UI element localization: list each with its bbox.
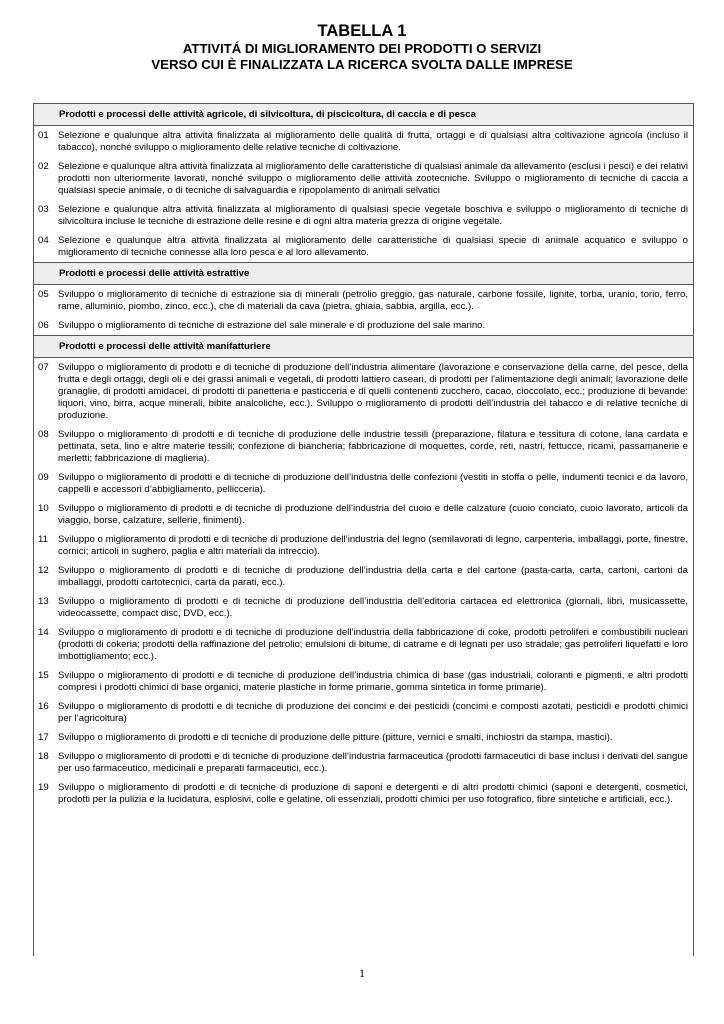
document-header (0, 22, 724, 73)
table-row (34, 468, 693, 499)
table-row (34, 231, 693, 262)
row-number: 06 (38, 320, 49, 331)
section-heading-extractive: Prodotti e processi delle attività estrattive (34, 262, 693, 285)
row-number: 17 (38, 732, 49, 743)
table-row (34, 499, 693, 530)
row-text: Sviluppo o miglioramento di prodotti e di tecniche di produzione dell’industria chimica di base (gas industriali, coloranti e pigmenti, e altri prodotti compresi i prodotti chimici di base organici, materie plastiche in forme primarie, gomma sintetica in forme primarie). (58, 670, 688, 693)
section-heading-manufacturing: Prodotti e processi delle attività manifatturiere (34, 335, 693, 358)
page-subtitle-line1: ATTIVITÁ DI MIGLIORAMENTO DEI PRODOTTI O SERVIZI (182, 41, 542, 56)
row-number: 07 (38, 362, 49, 373)
row-number: 05 (38, 289, 49, 300)
row-text: Sviluppo o miglioramento di prodotti e di tecniche di produzione dell’industria della carta e del cartone (pasta-carta, carta, cartoni, cartoni da imballaggi, prodotti cartotecnici, carta da parati, ecc.). (58, 565, 688, 588)
table-row (34, 200, 693, 231)
row-text: Sviluppo o miglioramento di tecniche di estrazione sia di minerali (petrolio greggio, gas naturale, carbone fossile, lignite, torba, uranio, torio, ferro, rame, alluminio, piombo, zinco, ecc.), che di materiali da cava (pietra, ghiaia, sabbia, argilla, ecc.). (58, 289, 688, 312)
row-text: Sviluppo o miglioramento di prodotti e di tecniche di produzione dell’industria delle confezioni (vestiti in stoffa o pelle, indumenti tecnici e da lavoro, cappelli e accessori d’abbigliamento, pellicceria). (58, 472, 688, 495)
row-number: 16 (38, 701, 49, 712)
row-number: 02 (38, 161, 49, 172)
table-row (34, 728, 693, 747)
row-number: 14 (38, 627, 49, 638)
table-row (34, 425, 693, 468)
activities-table (33, 103, 694, 956)
row-text: Sviluppo o miglioramento di prodotti e di tecniche di produzione di saponi e detergenti e di altri prodotti chimici (saponi e detergenti, cosmetici, prodotti per la pulizia e la lucidatura, esplosivi, colle e gelatine, oli essenziali, prodotti chimici per uso fotografico, fibre sintetiche e artificiali, ecc.). (58, 782, 688, 805)
row-text: Sviluppo o miglioramento di prodotti e di tecniche di produzione delle pitture (pitture, vernici e smalti, inchiostri da stampa, mastici). (58, 732, 613, 743)
page-title: TABELLA 1 (317, 22, 407, 40)
row-number: 10 (38, 503, 49, 514)
row-text: Selezione e qualunque altra attività finalizzata al miglioramento delle qualità di frutta, ortaggi e di qualsiasi altra coltivazione agricola (incluso il tabacco), nonché sviluppo o miglioramento delle relative tecniche di coltivazione. (58, 130, 688, 153)
row-text: Sviluppo o miglioramento di tecniche di estrazione del sale minerale e di produzione del sale marino. (58, 320, 486, 331)
row-text: Sviluppo o miglioramento di prodotti e di tecniche di produzione dell’industria del legno (semilavorati di legno, carpenteria, imballaggi, porte, finestre, cornici; articoli in sughero, paglia e altri materiali da intreccio). (58, 534, 688, 557)
table-row (34, 623, 693, 666)
row-number: 12 (38, 565, 49, 576)
row-text: Selezione e qualunque altra attività finalizzata al miglioramento delle caratteristiche di qualsiasi animale da allevamento (esclusi i pesci) e dei relativi prodotti non ulteriormente lavorati, nonché sviluppo o miglioramento delle attività zootecniche. Sviluppo o miglioramento di tecniche di caccia a qualsiasi specie animale, o di tecniche di salvaguardia e ripopolamento di animali selvatici (58, 161, 688, 196)
row-number: 11 (38, 534, 48, 545)
row-number: 04 (38, 235, 49, 246)
row-number: 08 (38, 429, 49, 440)
row-text: Sviluppo o miglioramento di prodotti e di tecniche di produzione delle industrie tessili (preparazione, filatura e tessitura di cotone, lana cardata e pettinata, seta, lino e altre materie tessili; confezione di biancheria; fabbricazione di moquettes, corde, reti, nastri, fettucce, ricami, passamanerie e merletti; fabbricazione di maglieria). (58, 429, 688, 464)
row-number: 15 (38, 670, 49, 681)
row-text: Selezione e qualunque altra attività finalizzata al miglioramento di qualsiasi specie vegetale boschiva e sviluppo o miglioramento di tecniche di silvicoltura incluse le tecniche di estrazione delle resine e di ogni altra materia grezza di origine vegetale. (58, 204, 688, 227)
row-number: 19 (38, 782, 49, 793)
table-row (34, 592, 693, 623)
row-number: 18 (38, 751, 49, 762)
row-text: Sviluppo o miglioramento di prodotti e di tecniche di produzione dell’industria alimentare (lavorazione e conservazione della carne, del pesce, della frutta e degli ortaggi, degli oli e dei grassi animali e vegetali, di prodotti lattiero caseari, di prodotti per l'alimentazione degli animali; lavorazione delle granaglie, di prodotti amidacei, di prodotti di panetteria e pasticceria e di quelli contenenti zucchero, cacao, cioccolato, ecc.; produzione di bevande: liquori, vino, birra, acque minerali, bibite analcoliche, ecc.). Sviluppo o miglioramento di prodotti dell’industria del tabacco e di relative tecniche di produzione. (58, 362, 688, 421)
table-row (34, 747, 693, 778)
row-text: Sviluppo o miglioramento di prodotti e di tecniche di produzione dell’industria del cuoio e delle calzature (cuoio conciato, cuoio lavorato, articoli da viaggio, borse, calzature, sellerie, finimenti). (58, 503, 688, 526)
table-row (34, 316, 693, 335)
row-text: Selezione e qualunque altra attività finalizzata al miglioramento delle caratteristiche di qualsiasi specie di animale acquatico e sviluppo o miglioramento di tecniche connesse alla loro pesca e al loro allevamento. (58, 235, 688, 258)
row-number: 03 (38, 204, 49, 215)
table-row (34, 697, 693, 728)
table-row (34, 561, 693, 592)
table-row (34, 778, 693, 809)
row-text: Sviluppo o miglioramento di prodotti e di tecniche di produzione dell’industria dell’editoria cartacea ed elettronica (giornali, libri, musicassette, videocassette, compact disc, DVD, ecc.). (58, 596, 688, 619)
table-row (34, 530, 693, 561)
page-subtitle-line2: VERSO CUI È FINALIZZATA LA RICERCA SVOLTA DALLE IMPRESE (151, 57, 573, 72)
row-number: 01 (38, 130, 49, 141)
table-row (34, 358, 693, 425)
row-number: 13 (38, 596, 49, 607)
row-text: Sviluppo o miglioramento di prodotti e di tecniche di produzione dell’industria della fabbricazione di coke, prodotti petroliferi e combustibili nucleari (prodotti di cokeria; prodotti della raffinazione del petrolio; emulsioni di bitume, di catrame e di legnati per uso stradale; gas petroliferi liquefatti e loro imbottigliamento; ecc.). (58, 627, 688, 662)
page-number: 1 (359, 966, 365, 980)
row-number: 09 (38, 472, 49, 483)
row-text: Sviluppo o miglioramento di prodotti e di tecniche di produzione dei concimi e dei pesticidi (concimi e composti azotati, pesticidi e prodotti chimici per l’agricoltura) (58, 701, 688, 724)
table-row (34, 126, 693, 157)
table-row (34, 666, 693, 697)
section-heading-agricultural: Prodotti e processi delle attività agricole, di silvicoltura, di piscicoltura, di caccia e di pesca (34, 104, 693, 126)
table-row (34, 285, 693, 316)
table-row (34, 157, 693, 200)
row-text: Sviluppo o miglioramento di prodotti e di tecniche di produzione dell’industria farmaceutica (prodotti farmaceutici di base inclusi i derivati del sangue per uso farmaceutico, medicinali e preparati farmaceutici, ecc.). (58, 751, 688, 774)
